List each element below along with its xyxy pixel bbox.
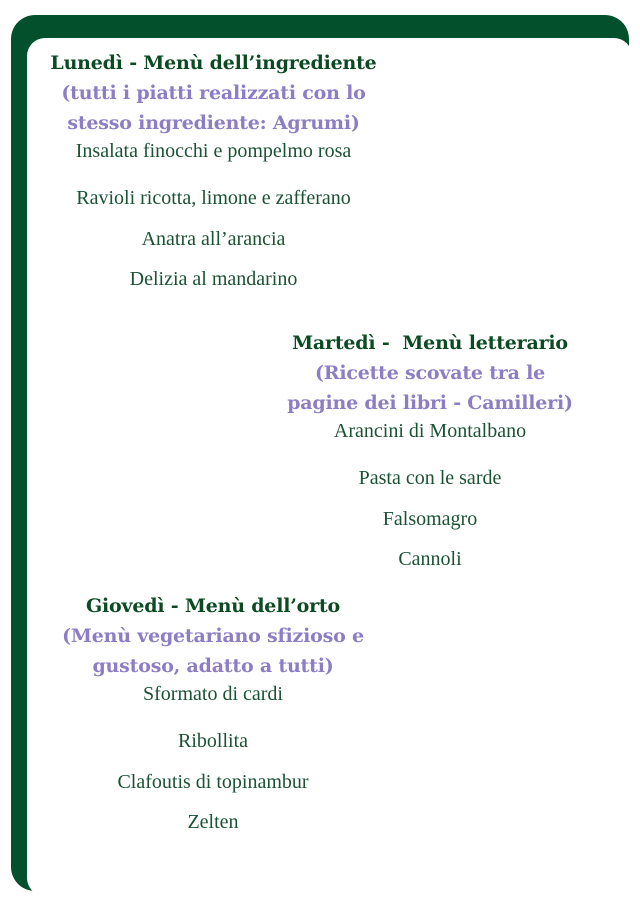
section-subtitle-line-2: gustoso, adatto a tutti): [92, 655, 334, 677]
dish-item: Clafoutis di topinambur: [117, 770, 309, 793]
dish-item: Arancini di Montalbano: [333, 420, 527, 442]
menu-section-tuesday: [282, 328, 578, 580]
section-title: Giovedì - Menù dell’orto: [86, 595, 340, 617]
dish-item: Zelten: [187, 811, 239, 833]
dish-item: Delizia al mandarino: [129, 268, 298, 290]
dish-item: Sformato di cardi: [143, 683, 283, 705]
dish-item: Ravioli ricotta, limone e zafferano: [76, 187, 351, 209]
section-subtitle-line-1: (Menù vegetariano sfizioso e: [62, 625, 364, 647]
dish-item: Insalata finocchi e pompelmo rosa: [75, 140, 352, 162]
dish-item: Falsomagro: [382, 507, 478, 530]
dish-list: [282, 418, 578, 580]
dish-item: Anatra all’arancia: [141, 227, 286, 250]
dish-item: Pasta con le sarde: [358, 467, 502, 489]
section-subtitle-line-1: (Ricette scovate tra le: [314, 362, 546, 384]
dish-item: Ribollita: [178, 730, 248, 752]
section-title: Lunedì - Menù dell’ingrediente: [50, 52, 377, 74]
section-title: Martedì - Menù letterario: [292, 332, 568, 354]
menu-section-thursday: [58, 591, 368, 843]
section-subtitle-line-1: (tutti i piatti realizzati con lo: [61, 82, 366, 104]
dish-list: [42, 138, 385, 300]
dish-list: [58, 681, 368, 843]
section-subtitle-line-2: stesso ingrediente: Agrumi): [67, 112, 360, 134]
section-subtitle-line-2: pagine dei libri - Camilleri): [287, 392, 573, 414]
dish-item: Cannoli: [398, 548, 462, 570]
menu-section-monday: [42, 48, 385, 300]
